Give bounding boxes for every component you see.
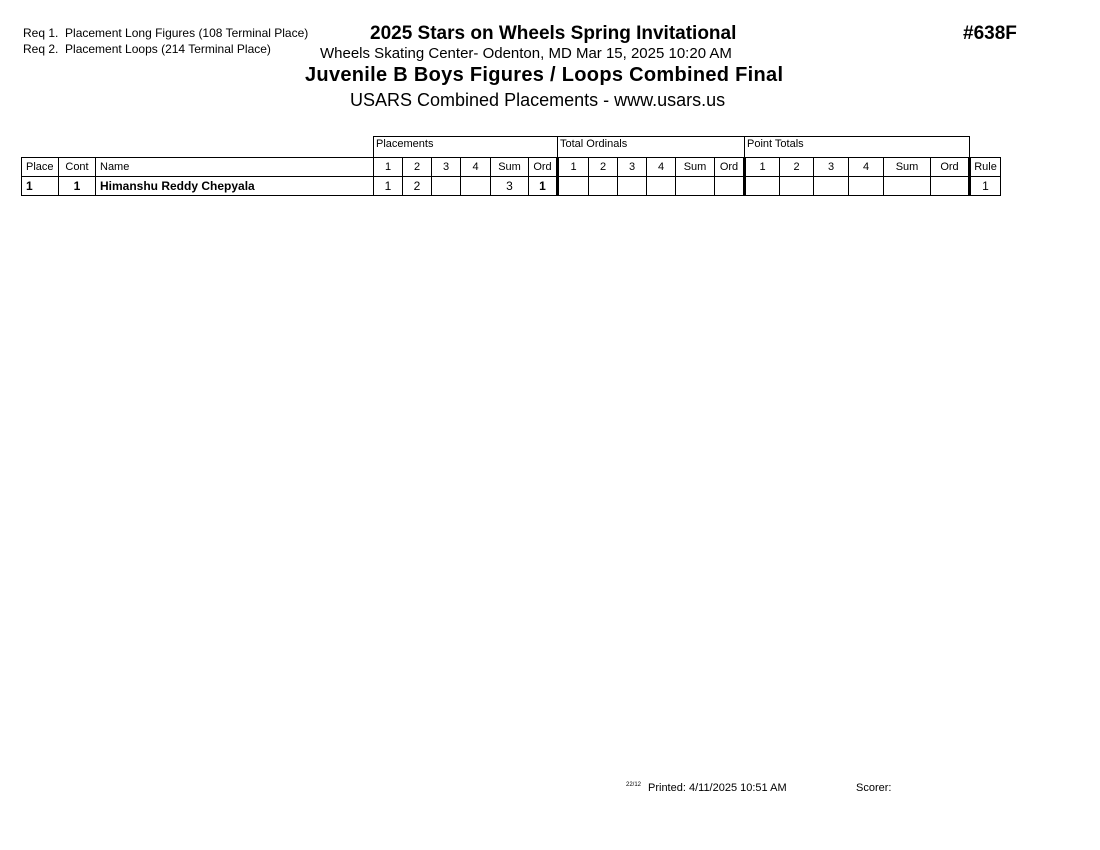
cell-placement-1: 1 [374, 177, 403, 196]
col-ordinal-3: 3 [618, 158, 647, 177]
requirement-label: Req 2. [23, 42, 59, 56]
col-ordinal-ord: Ord [715, 158, 745, 177]
competition-title: 2025 Stars on Wheels Spring Invitational [370, 23, 737, 44]
col-cont: Cont [59, 158, 96, 177]
col-point-4: 4 [849, 158, 884, 177]
requirement-label: Req 1. [23, 26, 59, 40]
cell-ordinal-4 [647, 177, 676, 196]
col-placement-4: 4 [461, 158, 491, 177]
requirement-text: Placement Loops (214 Terminal Place) [65, 42, 271, 56]
cell-rule: 1 [970, 177, 1001, 196]
requirement-2 [23, 41, 271, 57]
col-name: Name [96, 158, 374, 177]
footer-code: 22/12 [626, 782, 642, 788]
results-table [21, 136, 1001, 196]
col-ordinal-2: 2 [589, 158, 618, 177]
col-placement-sum: Sum [491, 158, 529, 177]
cell-placement-ord: 1 [529, 177, 558, 196]
cell-point-2 [780, 177, 814, 196]
cell-placement-2: 2 [403, 177, 432, 196]
cell-name: Himanshu Reddy Chepyala [96, 177, 374, 196]
col-rule: Rule [970, 158, 1001, 177]
col-point-sum: Sum [884, 158, 931, 177]
cell-point-ord [931, 177, 970, 196]
col-point-3: 3 [814, 158, 849, 177]
cell-placement-3 [432, 177, 461, 196]
col-ordinal-4: 4 [647, 158, 676, 177]
requirement-1 [23, 25, 308, 41]
col-point-1: 1 [745, 158, 780, 177]
cell-place: 1 [22, 177, 59, 196]
cell-point-sum [884, 177, 931, 196]
col-ordinal-1: 1 [558, 158, 589, 177]
col-point-2: 2 [780, 158, 814, 177]
group-spacer [22, 137, 374, 158]
group-point-totals: Point Totals [745, 137, 970, 158]
event-number: #638F [963, 23, 1017, 44]
col-placement-2: 2 [403, 158, 432, 177]
scorer-label: Scorer: [856, 782, 892, 794]
cell-ordinal-2 [589, 177, 618, 196]
col-ordinal-sum: Sum [676, 158, 715, 177]
cell-placement-4 [461, 177, 491, 196]
table-row [22, 177, 1001, 196]
col-placement-3: 3 [432, 158, 461, 177]
cell-ordinal-3 [618, 177, 647, 196]
cell-cont: 1 [59, 177, 96, 196]
cell-ordinal-ord [715, 177, 745, 196]
col-placement-ord: Ord [529, 158, 558, 177]
group-total-ordinals: Total Ordinals [558, 137, 745, 158]
group-placements: Placements [374, 137, 558, 158]
cell-point-4 [849, 177, 884, 196]
cell-point-1 [745, 177, 780, 196]
subtitle: USARS Combined Placements - www.usars.us [350, 90, 726, 110]
printed-timestamp: Printed: 4/11/2025 10:51 AM [648, 782, 787, 794]
cell-placement-sum: 3 [491, 177, 529, 196]
requirement-text: Placement Long Figures (108 Terminal Place) [65, 26, 309, 40]
group-spacer [970, 137, 1001, 158]
venue-date: Wheels Skating Center- Odenton, MD Mar 15, 2025 10:20 AM [320, 45, 732, 62]
col-point-ord: Ord [931, 158, 970, 177]
event-title: Juvenile B Boys Figures / Loops Combined Final [305, 64, 784, 86]
cell-ordinal-sum [676, 177, 715, 196]
col-placement-1: 1 [374, 158, 403, 177]
col-place: Place [22, 158, 59, 177]
cell-ordinal-1 [558, 177, 589, 196]
cell-point-3 [814, 177, 849, 196]
